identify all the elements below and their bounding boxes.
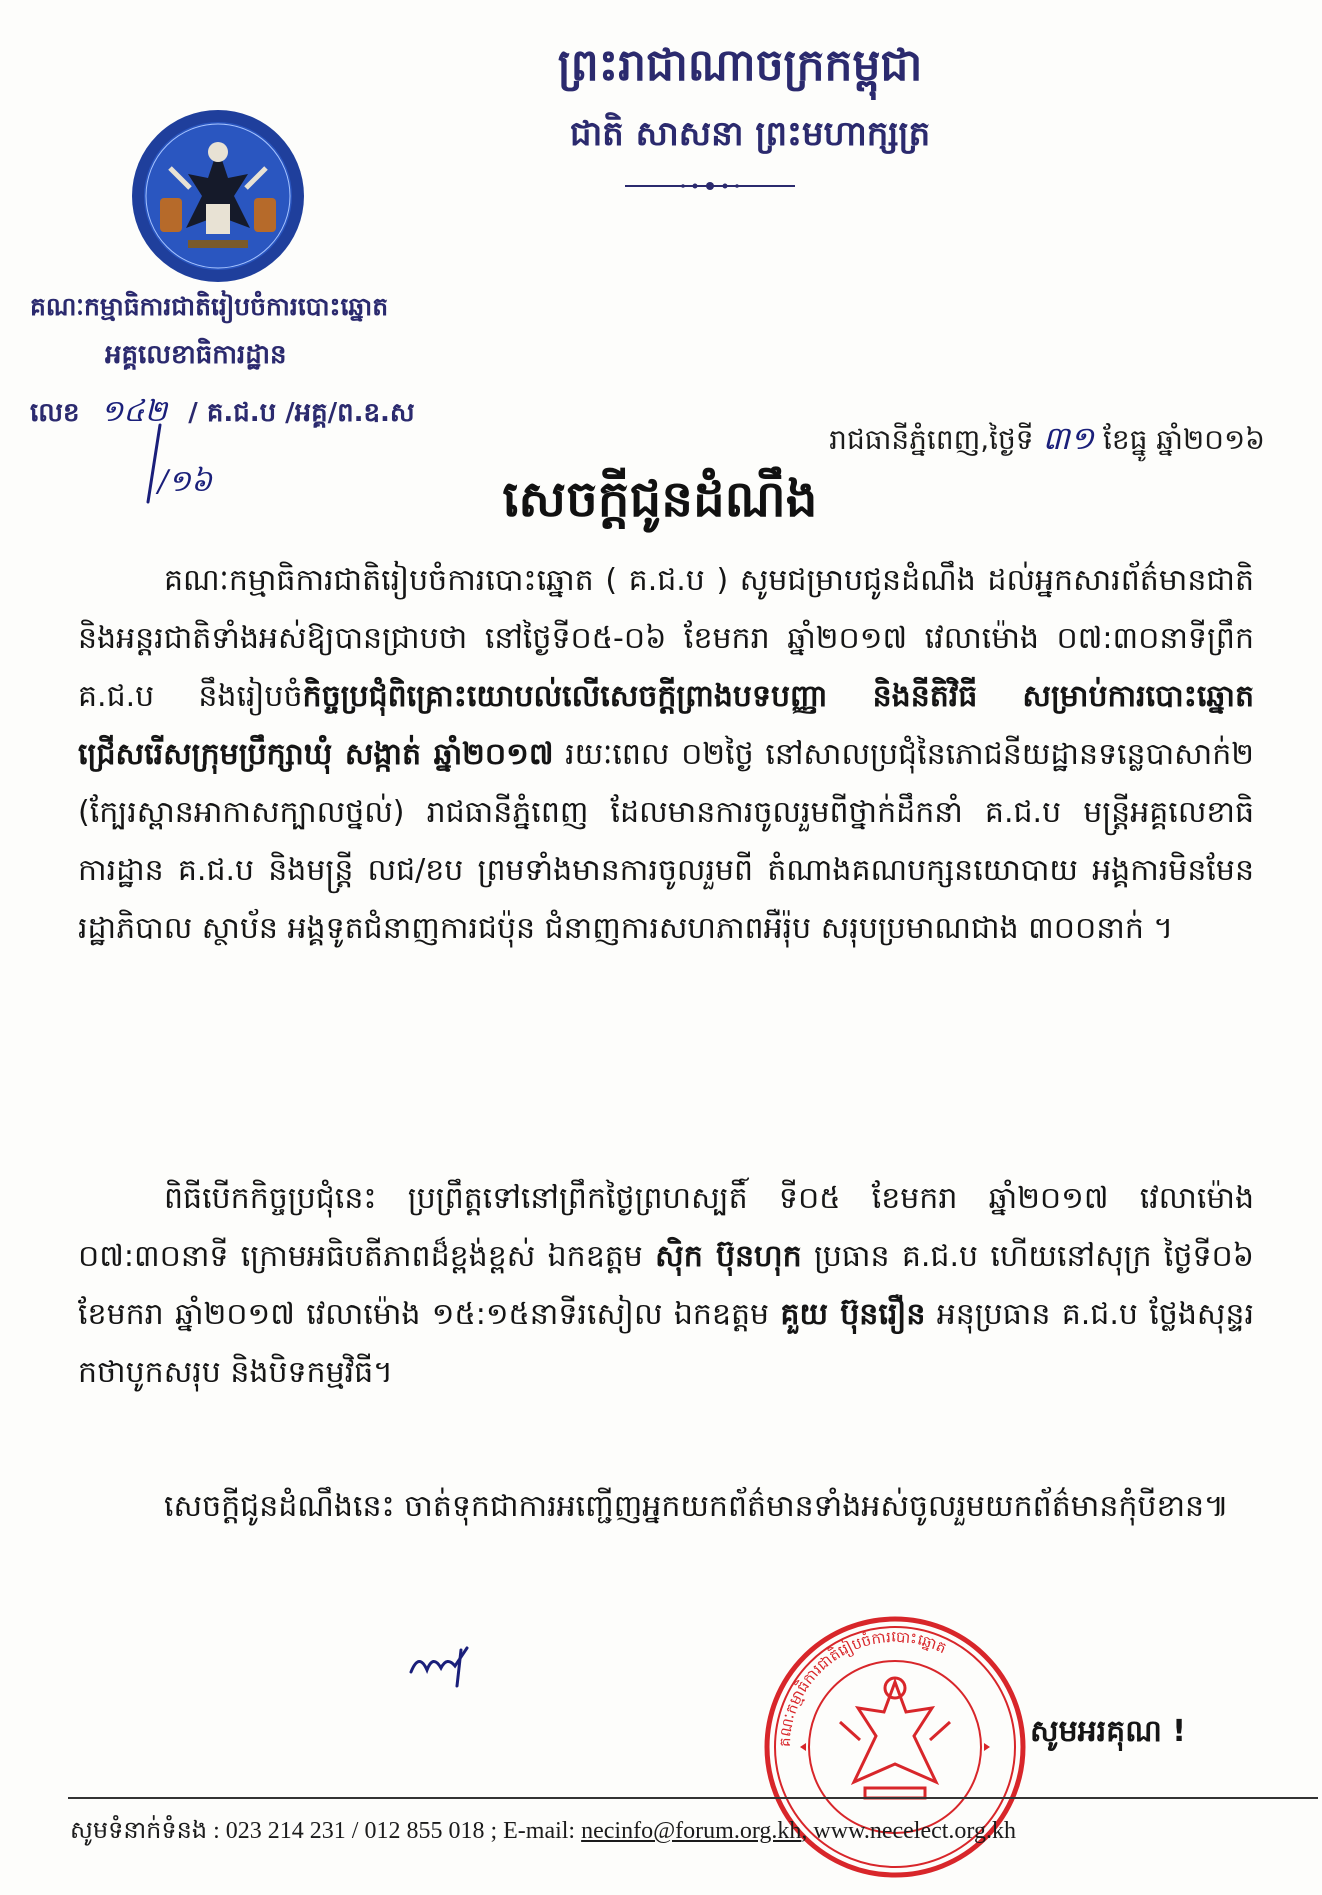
footer-label: សូមទំនាក់ទំនង : (70, 1818, 226, 1844)
p2-text-a: ពិធីបើកកិច្ចប្រជុំនេះ ប្រព្រឹត្តទៅនៅព្រឹកថ្ងៃព្រហស្បតិ៍ ទី០៥ ខែមករា ឆ្នាំ២០១៧ វេលាម៉ោង ០៧:៣០នាទី ក្រោមអធិបតីភាពដ៏ខ្ពង់ខ្ពស់ ឯកឧត្តម (78, 1181, 1254, 1274)
p2-name-2: គួយ ប៊ុនរឿន (780, 1297, 926, 1332)
paragraph-1 (78, 552, 1254, 958)
footer-rule (68, 1797, 1318, 1799)
ref-label: លេខ (30, 398, 80, 428)
closing-thanks: សូមអរគុណ ! (1030, 1714, 1186, 1749)
org-name: គណៈកម្មាធិការជាតិរៀបចំការបោះឆ្នោត (30, 292, 389, 321)
ornament-divider (625, 178, 795, 194)
contact-footer (70, 1815, 1310, 1850)
reference-line (30, 392, 500, 436)
footer-email-link[interactable]: necinfo@forum.org.kh (581, 1818, 802, 1844)
dateline-suffix: ខែធ្នូ ឆ្នាំ២០១៦ (1102, 423, 1265, 456)
ref-year: /១៦ (158, 464, 213, 499)
p1-bold-text: កិច្ចប្រជុំពិគ្រោះយោបល់លើសេចក្តីព្រាងបទបញ្ញា និងនីតិវិធី សម្រាប់ការបោះឆ្នោតជ្រើសរើសក្រុមប្រឹក្សាឃុំ សង្កាត់ ឆ្នាំ២០១៧ (78, 679, 1255, 772)
p2-text-c: អនុប្រធាន គ.ជ.ប ថ្លែងសុន្ទរកថាបូកសរុប និងបិទកម្មវិធី។ (78, 1297, 1254, 1390)
p2-name-1: ស៊ិក ប៊ុនហុក (655, 1239, 802, 1274)
nec-logo (130, 108, 306, 284)
dateline (745, 418, 1265, 465)
ref-number: ១៤២ (100, 394, 168, 429)
footer-email-label: E-mail: (503, 1818, 582, 1844)
seal-ring-text: គណៈកម្មាធិការជាតិរៀបចំការបោះឆ្នោត (775, 1627, 950, 1748)
dateline-day: ៣១ (1042, 419, 1095, 457)
p1-text-b: រយៈពេល ០២ថ្ងៃ នៅសាលប្រជុំនៃភោជនីយដ្ឋានទន្លេបាសាក់២ (ក្បែរស្ពានអាកាសក្បាលថ្នល់) រាជធានីភ្នំពេញ ដែលមានការចូលរួមពីថ្នាក់ដឹកនាំ គ.ជ.ប មន្ត្រីអគ្គលេខាធិការដ្ឋាន គ.ជ.ប និងមន្ត្រី លជ/ខប ព្រមទាំងមានការចូលរួមពី តំណាងគណបក្សនយោបាយ អង្គការមិនមែនរដ្ឋាភិបាល ស្ថាប័ន អង្គទូតជំនាញការជប៉ុន ជំនាញការសហភាពអឺរ៉ុប សរុបប្រមាណជាង ៣០០នាក់ ។ (78, 737, 1254, 946)
dateline-prefix: រាជធានីភ្នំពេញ,ថ្ងៃទី (829, 423, 1034, 456)
paragraph-2 (78, 1170, 1254, 1402)
paragraph-3: សេចក្តីជូនដំណឹងនេះ ចាត់ទុកជាការអញ្ជើញអ្នកយកព័ត៌មានទាំងអស់ចូលរួមយកព័ត៌មានកុំបីខាន៕ (164, 1489, 1229, 1524)
ref-code: / គ.ជ.ប /អគ្គ/ព.ឧ.ស (188, 398, 415, 428)
p2-text-b: ប្រធាន គ.ជ.ប ហើយនៅសុក្រ ថ្ងៃទី០៦ ខែមករា ឆ្នាំ២០១៧ វេលាម៉ោង ១៥:១៥នាទីរសៀល ឯកឧត្តម (78, 1239, 1255, 1332)
document-title: សេចក្តីជូនដំណឹង (502, 469, 818, 528)
svg-text:គណៈកម្មាធិការជាតិរៀបចំការបោះឆ្ (776, 1627, 949, 1747)
department-name: អគ្គលេខាធិការដ្ឋាន (105, 340, 287, 370)
footer-phones: 023 214 231 / 012 855 018 ; (225, 1818, 498, 1844)
kingdom-heading: ព្រះរាជាណាចក្រកម្ពុជា (557, 40, 923, 91)
national-motto: ជាតិ សាសនា ព្រះមហាក្សត្រ (569, 114, 931, 154)
handwritten-initials (405, 1640, 475, 1690)
footer-website-link[interactable]: , www.necelect.org.kh (801, 1818, 1016, 1844)
p1-text-a: គណៈកម្មាធិការជាតិរៀបចំការបោះឆ្នោត ( គ.ជ.ប ) សូមជម្រាបជូនដំណឹង ដល់អ្នកសារព័ត៌មានជាតិ និងអន្តរជាតិទាំងអស់ឱ្យបានជ្រាបថា នៅថ្ងៃទី០៥-០៦ ខែមករា ឆ្នាំ២០១៧ វេលាម៉ោង ០៧:៣០នាទីព្រឹក គ.ជ.ប នឹងរៀបចំ (78, 563, 1254, 714)
